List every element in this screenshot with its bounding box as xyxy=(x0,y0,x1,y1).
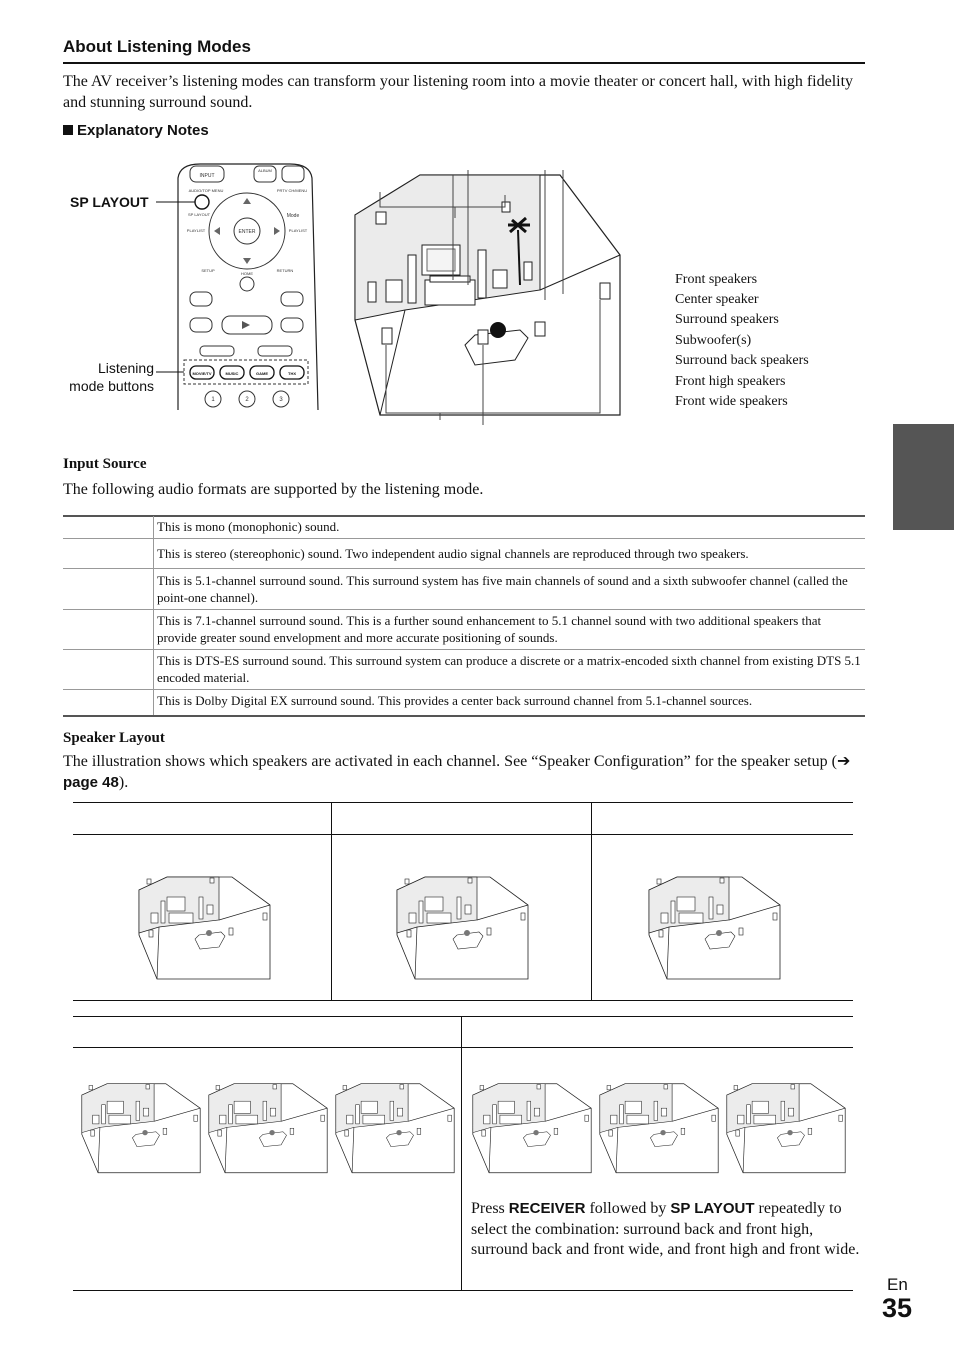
speaker-layout-thumbnail xyxy=(334,1082,456,1178)
explanatory-notes-label: Explanatory Notes xyxy=(77,122,209,139)
legend-front: Front speakers xyxy=(675,272,758,287)
note-rest: repeatedly to select the combination: surround back and front high, surround back and front wide, and front high and front wide. xyxy=(471,1200,860,1258)
grid-rule xyxy=(73,834,853,835)
remote-playlist-right-label: PLAYLIST xyxy=(288,228,308,233)
speaker-layout-text-end: ). xyxy=(118,774,129,791)
grid-divider xyxy=(461,1016,462,1290)
speaker-room-illustration xyxy=(350,170,625,425)
table-row xyxy=(63,539,865,569)
receiver-button-ref: RECEIVER xyxy=(508,1200,586,1217)
intro-paragraph: The AV receiver’s listening modes can transform your listening room into a movie theater or concert hall, with high fidelity and stunning surround sound. xyxy=(63,73,854,111)
page-number: 35 xyxy=(882,1293,913,1323)
format-name xyxy=(63,690,154,717)
speaker-layout-thumbnail xyxy=(725,1082,847,1178)
speaker-layout-heading: Speaker Layout xyxy=(63,730,165,746)
format-name xyxy=(63,516,154,539)
page-reference-link[interactable]: page 48 xyxy=(63,774,119,791)
table-row xyxy=(63,516,865,539)
remote-prtv-label: PRTV CH/MENU xyxy=(276,188,308,193)
legend-surround: Surround speakers xyxy=(675,312,779,327)
speaker-layout-thumbnail xyxy=(471,1082,593,1178)
speaker-layout-thumbnail xyxy=(207,1082,329,1178)
table-row xyxy=(63,569,865,610)
format-name xyxy=(63,610,154,650)
square-bullet-icon xyxy=(63,125,73,135)
remote-mode-label: Mode xyxy=(286,213,300,219)
note-paragraph xyxy=(471,1199,861,1261)
legend-subwoofer: Subwoofer(s) xyxy=(675,333,752,348)
note-press: Press xyxy=(471,1200,505,1217)
remote-home-label: HOME xyxy=(241,271,253,276)
speaker-layout-text-body: The illustration shows which speakers are activated in each channel. See “Speaker Configuration” for the speaker setup ( xyxy=(63,753,837,770)
legend-front-high: Front high speakers xyxy=(675,374,786,389)
speaker-layout-thumbnail xyxy=(395,875,530,985)
grid-rule xyxy=(73,1047,853,1048)
format-name xyxy=(63,539,154,569)
grid-rule xyxy=(73,1000,853,1001)
speaker-layout-thumbnail xyxy=(598,1082,720,1178)
thx-button-label: THX xyxy=(288,371,296,376)
format-desc: This is mono (monophonic) sound. xyxy=(154,516,866,539)
grid-divider xyxy=(331,802,332,1000)
speaker-layout-thumbnail xyxy=(647,875,782,985)
listening-callout-line2: mode buttons xyxy=(69,378,154,394)
format-desc: This is Dolby Digital EX surround sound. This provides a center back surround channel from 5.1-channel sources. xyxy=(154,690,866,717)
remote-setup-label: SETUP xyxy=(201,268,215,273)
remote-sp-label: SP LAYOUT xyxy=(187,212,211,217)
format-desc: This is DTS-ES surround sound. This surround system can produce a discrete or a matrix-encoded sixth channel from existing DTS 5.1 encoded material. xyxy=(154,650,866,690)
format-desc: This is stereo (stereophonic) sound. Two independent audio signal channels are reproduced through two speakers. xyxy=(154,539,866,569)
note-followed-by: followed by xyxy=(589,1200,667,1217)
sp-layout-button-ref: SP LAYOUT xyxy=(670,1200,755,1217)
heading-rule xyxy=(63,62,865,64)
side-tab xyxy=(893,424,954,530)
listening-callout-line1: Listening xyxy=(97,360,154,376)
remote-enter-label: ENTER xyxy=(238,229,256,235)
game-button-label: GAME xyxy=(256,371,268,376)
table-row xyxy=(63,690,865,717)
table-row xyxy=(63,650,865,690)
speaker-layout-text xyxy=(63,751,863,793)
table-row xyxy=(63,610,865,650)
remote-audio-label: AUDIO/TOP MENU xyxy=(188,188,224,193)
remote-album-label: ALBUM xyxy=(258,168,272,173)
sp-layout-callout: SP LAYOUT xyxy=(70,194,149,210)
format-name xyxy=(63,650,154,690)
movie-tv-button-label: MOVIE/TV xyxy=(192,371,212,376)
language-marker: En xyxy=(887,1275,908,1294)
arrow-icon: ➔ xyxy=(836,753,851,770)
music-button-label: MUSIC xyxy=(225,371,239,376)
speaker-layout-thumbnail xyxy=(80,1082,202,1178)
explanatory-notes-heading xyxy=(63,122,209,139)
num-3-label: 3 xyxy=(279,397,283,403)
num-2-label: 2 xyxy=(245,397,249,403)
num-1-label: 1 xyxy=(211,397,215,403)
format-name xyxy=(63,569,154,610)
input-source-text: The following audio formats are supported by the listening mode. xyxy=(63,481,484,498)
remote-input-label: INPUT xyxy=(199,173,215,179)
speaker-layout-thumbnail xyxy=(137,875,272,985)
grid-divider xyxy=(591,802,592,1000)
format-desc: This is 7.1-channel surround sound. This is a further sound enhancement to 5.1 channel sound with two additional speakers that provide greater sound envelopment and more accurate positioning of sounds. xyxy=(154,610,866,650)
legend-front-wide: Front wide speakers xyxy=(675,394,788,409)
legend-surround-back: Surround back speakers xyxy=(675,353,809,368)
grid-rule xyxy=(73,1016,853,1017)
format-desc: This is 5.1-channel surround sound. This surround system has five main channels of sound and a sixth subwoofer channel (called the point-one channel). xyxy=(154,569,866,610)
grid-rule xyxy=(73,1290,853,1291)
page-heading: About Listening Modes xyxy=(63,37,251,56)
remote-return-label: RETURN xyxy=(276,268,294,273)
legend-center: Center speaker xyxy=(675,292,759,307)
grid-rule xyxy=(73,802,853,803)
input-source-heading: Input Source xyxy=(63,456,147,472)
remote-control-illustration xyxy=(150,160,330,415)
format-table xyxy=(63,516,865,717)
remote-playlist-left-label: PLAYLIST xyxy=(186,228,206,233)
